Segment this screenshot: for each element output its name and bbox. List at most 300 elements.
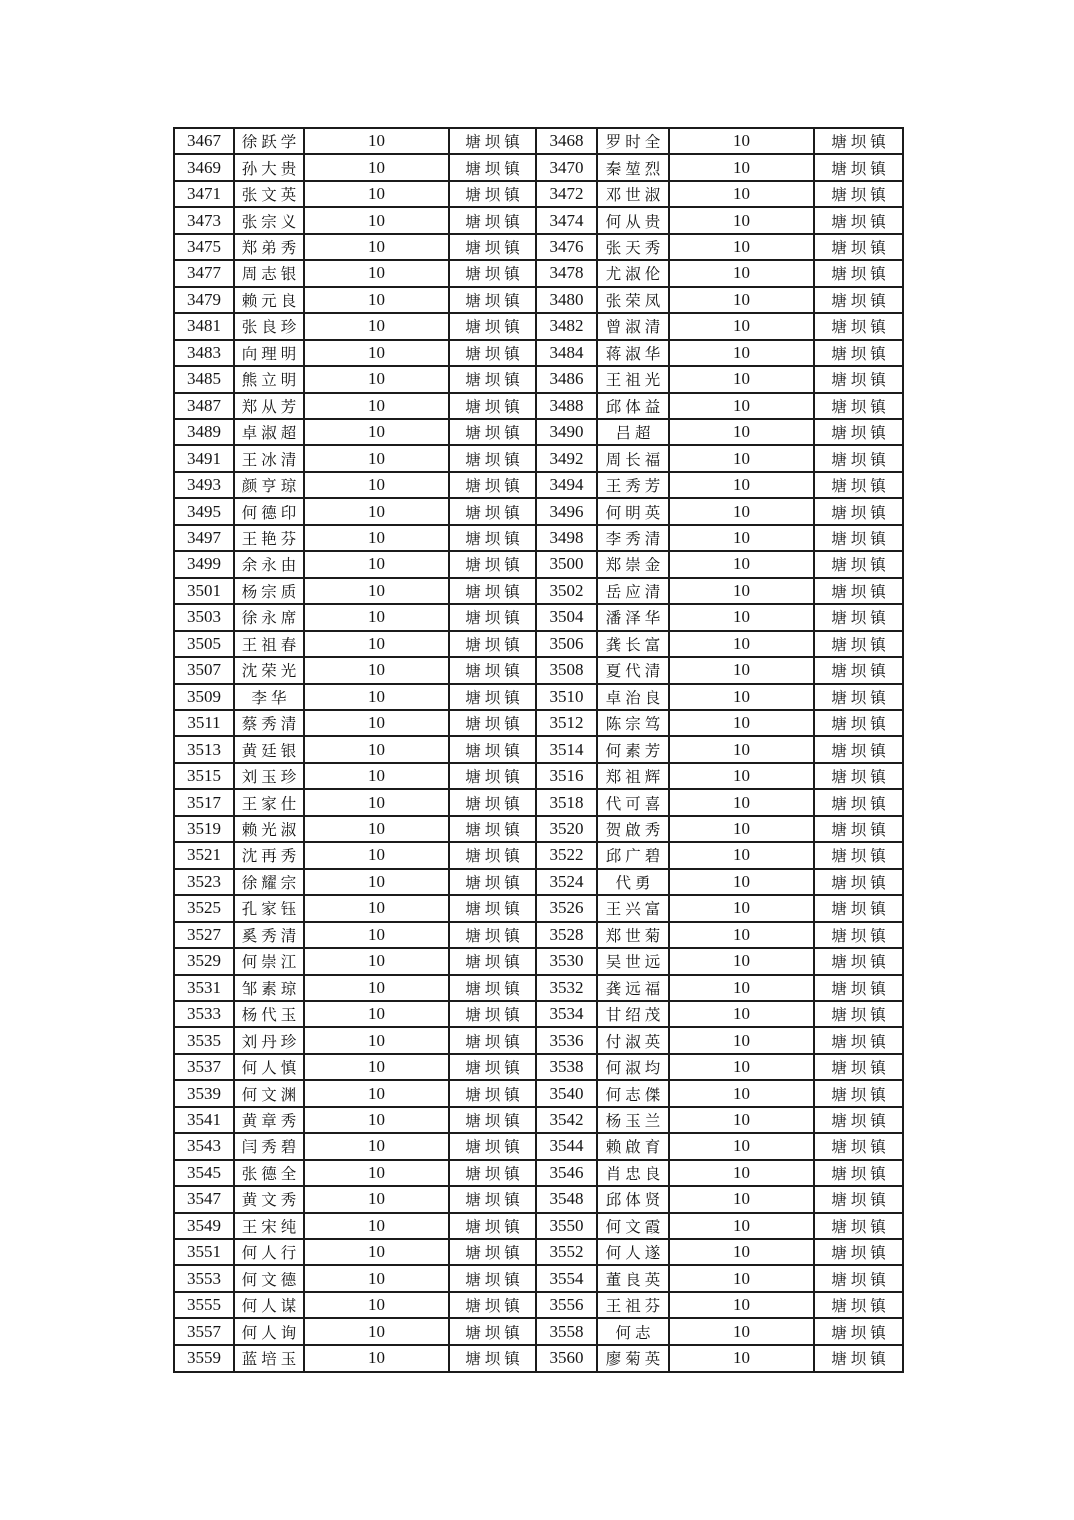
entry-value: 10 bbox=[304, 260, 449, 286]
table-row bbox=[174, 1027, 903, 1053]
entry-id: 3513 bbox=[174, 736, 234, 762]
entry-value: 10 bbox=[304, 1001, 449, 1027]
table-row bbox=[174, 789, 903, 815]
table-row bbox=[174, 1318, 903, 1344]
entry-name: 张良珍 bbox=[234, 313, 304, 339]
entry-value: 10 bbox=[304, 393, 449, 419]
entry-id: 3479 bbox=[174, 287, 234, 313]
entry-id: 3473 bbox=[174, 207, 234, 233]
table-row bbox=[174, 710, 903, 736]
entry-value: 10 bbox=[669, 340, 814, 366]
entry-value: 10 bbox=[304, 736, 449, 762]
entry-id: 3540 bbox=[536, 1080, 597, 1106]
entry-name: 郑从芳 bbox=[234, 393, 304, 419]
entry-id: 3517 bbox=[174, 789, 234, 815]
entry-id: 3512 bbox=[536, 710, 597, 736]
entry-id: 3521 bbox=[174, 842, 234, 868]
entry-name: 刘玉珍 bbox=[234, 763, 304, 789]
entry-value: 10 bbox=[669, 1213, 814, 1239]
entry-value: 10 bbox=[669, 234, 814, 260]
entry-town: 塘坝镇 bbox=[814, 128, 903, 154]
entry-id: 3539 bbox=[174, 1080, 234, 1106]
entry-value: 10 bbox=[304, 842, 449, 868]
entry-id: 3477 bbox=[174, 260, 234, 286]
entry-id: 3494 bbox=[536, 472, 597, 498]
entry-id: 3490 bbox=[536, 419, 597, 445]
entry-id: 3544 bbox=[536, 1133, 597, 1159]
entry-town: 塘坝镇 bbox=[449, 313, 536, 339]
entry-name: 陈宗笃 bbox=[597, 710, 669, 736]
table-row bbox=[174, 181, 903, 207]
entry-name: 徐耀宗 bbox=[234, 869, 304, 895]
entry-value: 10 bbox=[304, 1345, 449, 1372]
entry-town: 塘坝镇 bbox=[449, 922, 536, 948]
entry-value: 10 bbox=[669, 1133, 814, 1159]
entry-id: 3480 bbox=[536, 287, 597, 313]
entry-town: 塘坝镇 bbox=[449, 631, 536, 657]
entry-name: 刘丹珍 bbox=[234, 1027, 304, 1053]
entry-name: 邱体益 bbox=[597, 393, 669, 419]
table-row bbox=[174, 657, 903, 683]
entry-town: 塘坝镇 bbox=[814, 578, 903, 604]
entry-id: 3482 bbox=[536, 313, 597, 339]
entry-name: 沈再秀 bbox=[234, 842, 304, 868]
roster-table-body bbox=[174, 128, 903, 1372]
entry-town: 塘坝镇 bbox=[814, 1239, 903, 1265]
entry-town: 塘坝镇 bbox=[449, 1292, 536, 1318]
entry-id: 3481 bbox=[174, 313, 234, 339]
entry-town: 塘坝镇 bbox=[814, 842, 903, 868]
entry-id: 3511 bbox=[174, 710, 234, 736]
entry-value: 10 bbox=[304, 1160, 449, 1186]
entry-town: 塘坝镇 bbox=[814, 260, 903, 286]
entry-value: 10 bbox=[669, 922, 814, 948]
entry-value: 10 bbox=[669, 895, 814, 921]
entry-name: 奚秀清 bbox=[234, 922, 304, 948]
entry-name: 曾淑清 bbox=[597, 313, 669, 339]
entry-value: 10 bbox=[669, 789, 814, 815]
entry-town: 塘坝镇 bbox=[814, 313, 903, 339]
entry-name: 董良英 bbox=[597, 1265, 669, 1291]
entry-town: 塘坝镇 bbox=[449, 657, 536, 683]
table-row bbox=[174, 1054, 903, 1080]
entry-town: 塘坝镇 bbox=[449, 684, 536, 710]
entry-town: 塘坝镇 bbox=[814, 1318, 903, 1344]
entry-value: 10 bbox=[669, 1160, 814, 1186]
entry-id: 3485 bbox=[174, 366, 234, 392]
entry-name: 王兴富 bbox=[597, 895, 669, 921]
entry-town: 塘坝镇 bbox=[449, 154, 536, 180]
entry-town: 塘坝镇 bbox=[814, 234, 903, 260]
entry-name: 代勇 bbox=[597, 869, 669, 895]
entry-value: 10 bbox=[669, 260, 814, 286]
entry-town: 塘坝镇 bbox=[814, 1080, 903, 1106]
entry-value: 10 bbox=[304, 1054, 449, 1080]
entry-id: 3555 bbox=[174, 1292, 234, 1318]
entry-town: 塘坝镇 bbox=[449, 1001, 536, 1027]
entry-town: 塘坝镇 bbox=[814, 287, 903, 313]
entry-name: 邱体贤 bbox=[597, 1186, 669, 1212]
entry-name: 何文渊 bbox=[234, 1080, 304, 1106]
entry-name: 赖光淑 bbox=[234, 816, 304, 842]
entry-value: 10 bbox=[669, 1345, 814, 1372]
table-row bbox=[174, 366, 903, 392]
entry-value: 10 bbox=[304, 895, 449, 921]
entry-value: 10 bbox=[669, 631, 814, 657]
entry-id: 3558 bbox=[536, 1318, 597, 1344]
table-row bbox=[174, 419, 903, 445]
table-row bbox=[174, 1133, 903, 1159]
entry-id: 3474 bbox=[536, 207, 597, 233]
entry-value: 10 bbox=[669, 154, 814, 180]
entry-town: 塘坝镇 bbox=[814, 710, 903, 736]
entry-value: 10 bbox=[304, 1027, 449, 1053]
entry-id: 3527 bbox=[174, 922, 234, 948]
table-row bbox=[174, 816, 903, 842]
entry-value: 10 bbox=[304, 128, 449, 154]
entry-id: 3486 bbox=[536, 366, 597, 392]
entry-value: 10 bbox=[669, 1292, 814, 1318]
entry-name: 王秀芳 bbox=[597, 472, 669, 498]
table-row bbox=[174, 340, 903, 366]
entry-id: 3498 bbox=[536, 525, 597, 551]
entry-town: 塘坝镇 bbox=[449, 128, 536, 154]
entry-name: 何素芳 bbox=[597, 736, 669, 762]
entry-town: 塘坝镇 bbox=[814, 1107, 903, 1133]
entry-name: 何德印 bbox=[234, 498, 304, 524]
entry-value: 10 bbox=[304, 340, 449, 366]
entry-id: 3547 bbox=[174, 1186, 234, 1212]
entry-id: 3505 bbox=[174, 631, 234, 657]
entry-name: 孔家钰 bbox=[234, 895, 304, 921]
entry-name: 吴世远 bbox=[597, 948, 669, 974]
entry-town: 塘坝镇 bbox=[814, 445, 903, 471]
entry-value: 10 bbox=[669, 948, 814, 974]
entry-id: 3531 bbox=[174, 975, 234, 1001]
entry-value: 10 bbox=[304, 789, 449, 815]
entry-town: 塘坝镇 bbox=[814, 207, 903, 233]
entry-value: 10 bbox=[304, 657, 449, 683]
table-row bbox=[174, 1160, 903, 1186]
table-row bbox=[174, 1107, 903, 1133]
entry-id: 3533 bbox=[174, 1001, 234, 1027]
entry-town: 塘坝镇 bbox=[814, 525, 903, 551]
entry-id: 3468 bbox=[536, 128, 597, 154]
table-row bbox=[174, 1213, 903, 1239]
entry-name: 何人遂 bbox=[597, 1239, 669, 1265]
entry-value: 10 bbox=[669, 763, 814, 789]
entry-id: 3546 bbox=[536, 1160, 597, 1186]
entry-town: 塘坝镇 bbox=[814, 789, 903, 815]
entry-name: 尤淑伦 bbox=[597, 260, 669, 286]
table-row bbox=[174, 393, 903, 419]
entry-id: 3510 bbox=[536, 684, 597, 710]
entry-town: 塘坝镇 bbox=[814, 948, 903, 974]
entry-value: 10 bbox=[669, 393, 814, 419]
entry-name: 王祖春 bbox=[234, 631, 304, 657]
entry-town: 塘坝镇 bbox=[814, 393, 903, 419]
entry-value: 10 bbox=[669, 578, 814, 604]
entry-town: 塘坝镇 bbox=[814, 1027, 903, 1053]
entry-town: 塘坝镇 bbox=[814, 1345, 903, 1372]
entry-value: 10 bbox=[669, 551, 814, 577]
entry-id: 3554 bbox=[536, 1265, 597, 1291]
entry-id: 3515 bbox=[174, 763, 234, 789]
entry-id: 3483 bbox=[174, 340, 234, 366]
entry-value: 10 bbox=[669, 366, 814, 392]
entry-town: 塘坝镇 bbox=[449, 1160, 536, 1186]
entry-value: 10 bbox=[669, 1027, 814, 1053]
entry-name: 杨代玉 bbox=[234, 1001, 304, 1027]
table-row bbox=[174, 525, 903, 551]
entry-town: 塘坝镇 bbox=[449, 1054, 536, 1080]
entry-id: 3497 bbox=[174, 525, 234, 551]
entry-id: 3549 bbox=[174, 1213, 234, 1239]
entry-name: 何从贵 bbox=[597, 207, 669, 233]
entry-name: 张宗义 bbox=[234, 207, 304, 233]
entry-id: 3556 bbox=[536, 1292, 597, 1318]
entry-id: 3551 bbox=[174, 1239, 234, 1265]
table-row bbox=[174, 128, 903, 154]
entry-town: 塘坝镇 bbox=[449, 869, 536, 895]
entry-value: 10 bbox=[669, 710, 814, 736]
entry-town: 塘坝镇 bbox=[814, 1001, 903, 1027]
entry-name: 王祖光 bbox=[597, 366, 669, 392]
entry-value: 10 bbox=[304, 763, 449, 789]
entry-name: 张德全 bbox=[234, 1160, 304, 1186]
entry-id: 3559 bbox=[174, 1345, 234, 1372]
entry-name: 廖菊英 bbox=[597, 1345, 669, 1372]
entry-value: 10 bbox=[304, 1186, 449, 1212]
entry-town: 塘坝镇 bbox=[449, 948, 536, 974]
entry-town: 塘坝镇 bbox=[449, 1080, 536, 1106]
entry-id: 3500 bbox=[536, 551, 597, 577]
entry-town: 塘坝镇 bbox=[449, 842, 536, 868]
entry-name: 何人询 bbox=[234, 1318, 304, 1344]
entry-id: 3532 bbox=[536, 975, 597, 1001]
entry-id: 3557 bbox=[174, 1318, 234, 1344]
entry-value: 10 bbox=[304, 1292, 449, 1318]
table-row bbox=[174, 287, 903, 313]
entry-id: 3506 bbox=[536, 631, 597, 657]
entry-value: 10 bbox=[304, 498, 449, 524]
entry-name: 何志傑 bbox=[597, 1080, 669, 1106]
entry-id: 3509 bbox=[174, 684, 234, 710]
entry-id: 3518 bbox=[536, 789, 597, 815]
entry-id: 3508 bbox=[536, 657, 597, 683]
table-row bbox=[174, 684, 903, 710]
entry-value: 10 bbox=[304, 1265, 449, 1291]
entry-town: 塘坝镇 bbox=[814, 736, 903, 762]
table-row bbox=[174, 207, 903, 233]
entry-id: 3522 bbox=[536, 842, 597, 868]
entry-value: 10 bbox=[304, 1133, 449, 1159]
entry-value: 10 bbox=[304, 948, 449, 974]
entry-value: 10 bbox=[304, 313, 449, 339]
entry-town: 塘坝镇 bbox=[814, 657, 903, 683]
table-row bbox=[174, 498, 903, 524]
entry-town: 塘坝镇 bbox=[449, 1265, 536, 1291]
entry-value: 10 bbox=[304, 710, 449, 736]
entry-id: 3489 bbox=[174, 419, 234, 445]
entry-town: 塘坝镇 bbox=[814, 631, 903, 657]
entry-town: 塘坝镇 bbox=[814, 1160, 903, 1186]
entry-name: 王冰清 bbox=[234, 445, 304, 471]
table-row bbox=[174, 1292, 903, 1318]
entry-town: 塘坝镇 bbox=[814, 340, 903, 366]
entry-town: 塘坝镇 bbox=[449, 551, 536, 577]
entry-name: 何文德 bbox=[234, 1265, 304, 1291]
table-row bbox=[174, 604, 903, 630]
entry-town: 塘坝镇 bbox=[814, 922, 903, 948]
entry-town: 塘坝镇 bbox=[449, 975, 536, 1001]
entry-value: 10 bbox=[669, 657, 814, 683]
entry-value: 10 bbox=[669, 842, 814, 868]
entry-name: 潘泽华 bbox=[597, 604, 669, 630]
entry-id: 3526 bbox=[536, 895, 597, 921]
table-row bbox=[174, 975, 903, 1001]
roster-table bbox=[173, 127, 904, 1373]
entry-town: 塘坝镇 bbox=[814, 498, 903, 524]
entry-value: 10 bbox=[304, 154, 449, 180]
entry-name: 闫秀碧 bbox=[234, 1133, 304, 1159]
entry-id: 3478 bbox=[536, 260, 597, 286]
entry-name: 卓淑超 bbox=[234, 419, 304, 445]
entry-name: 王祖芬 bbox=[597, 1292, 669, 1318]
entry-value: 10 bbox=[669, 207, 814, 233]
entry-town: 塘坝镇 bbox=[814, 366, 903, 392]
entry-value: 10 bbox=[304, 1080, 449, 1106]
table-row bbox=[174, 631, 903, 657]
entry-town: 塘坝镇 bbox=[814, 1054, 903, 1080]
entry-town: 塘坝镇 bbox=[449, 789, 536, 815]
entry-id: 3529 bbox=[174, 948, 234, 974]
entry-id: 3504 bbox=[536, 604, 597, 630]
entry-town: 塘坝镇 bbox=[814, 975, 903, 1001]
entry-town: 塘坝镇 bbox=[449, 419, 536, 445]
entry-name: 郑崇金 bbox=[597, 551, 669, 577]
entry-name: 黄章秀 bbox=[234, 1107, 304, 1133]
table-row bbox=[174, 1001, 903, 1027]
entry-id: 3501 bbox=[174, 578, 234, 604]
entry-value: 10 bbox=[304, 181, 449, 207]
entry-value: 10 bbox=[669, 1318, 814, 1344]
entry-value: 10 bbox=[669, 525, 814, 551]
entry-value: 10 bbox=[669, 419, 814, 445]
entry-name: 张文英 bbox=[234, 181, 304, 207]
entry-name: 付淑英 bbox=[597, 1027, 669, 1053]
entry-name: 周志银 bbox=[234, 260, 304, 286]
entry-town: 塘坝镇 bbox=[449, 1027, 536, 1053]
entry-value: 10 bbox=[304, 287, 449, 313]
entry-id: 3519 bbox=[174, 816, 234, 842]
entry-town: 塘坝镇 bbox=[449, 260, 536, 286]
entry-town: 塘坝镇 bbox=[449, 525, 536, 551]
table-row bbox=[174, 551, 903, 577]
entry-name: 余永由 bbox=[234, 551, 304, 577]
entry-name: 颜亨琼 bbox=[234, 472, 304, 498]
table-row bbox=[174, 1080, 903, 1106]
entry-name: 张荣凤 bbox=[597, 287, 669, 313]
entry-id: 3507 bbox=[174, 657, 234, 683]
entry-name: 杨宗质 bbox=[234, 578, 304, 604]
entry-name: 向理明 bbox=[234, 340, 304, 366]
entry-value: 10 bbox=[304, 366, 449, 392]
entry-value: 10 bbox=[304, 631, 449, 657]
entry-name: 郑弟秀 bbox=[234, 234, 304, 260]
entry-town: 塘坝镇 bbox=[814, 895, 903, 921]
table-row bbox=[174, 842, 903, 868]
entry-name: 何淑均 bbox=[597, 1054, 669, 1080]
entry-town: 塘坝镇 bbox=[449, 181, 536, 207]
entry-value: 10 bbox=[669, 181, 814, 207]
entry-id: 3467 bbox=[174, 128, 234, 154]
entry-value: 10 bbox=[669, 604, 814, 630]
table-row bbox=[174, 445, 903, 471]
table-row bbox=[174, 1239, 903, 1265]
table-row bbox=[174, 869, 903, 895]
entry-value: 10 bbox=[669, 472, 814, 498]
entry-id: 3493 bbox=[174, 472, 234, 498]
entry-value: 10 bbox=[669, 313, 814, 339]
entry-town: 塘坝镇 bbox=[449, 1133, 536, 1159]
entry-value: 10 bbox=[304, 551, 449, 577]
entry-name: 何文霞 bbox=[597, 1213, 669, 1239]
entry-value: 10 bbox=[669, 869, 814, 895]
entry-value: 10 bbox=[669, 1239, 814, 1265]
entry-name: 罗时全 bbox=[597, 128, 669, 154]
entry-name: 吕超 bbox=[597, 419, 669, 445]
entry-value: 10 bbox=[304, 975, 449, 1001]
entry-value: 10 bbox=[669, 1107, 814, 1133]
entry-value: 10 bbox=[304, 1107, 449, 1133]
entry-town: 塘坝镇 bbox=[449, 340, 536, 366]
entry-value: 10 bbox=[304, 1213, 449, 1239]
entry-value: 10 bbox=[304, 578, 449, 604]
entry-town: 塘坝镇 bbox=[449, 736, 536, 762]
table-row bbox=[174, 922, 903, 948]
entry-value: 10 bbox=[304, 207, 449, 233]
entry-value: 10 bbox=[669, 1186, 814, 1212]
entry-name: 徐永席 bbox=[234, 604, 304, 630]
entry-value: 10 bbox=[304, 869, 449, 895]
entry-name: 何志 bbox=[597, 1318, 669, 1344]
entry-name: 王艳芬 bbox=[234, 525, 304, 551]
entry-id: 3545 bbox=[174, 1160, 234, 1186]
entry-town: 塘坝镇 bbox=[814, 1186, 903, 1212]
entry-name: 秦堃烈 bbox=[597, 154, 669, 180]
entry-town: 塘坝镇 bbox=[449, 366, 536, 392]
entry-town: 塘坝镇 bbox=[449, 287, 536, 313]
entry-id: 3499 bbox=[174, 551, 234, 577]
entry-town: 塘坝镇 bbox=[449, 604, 536, 630]
entry-name: 蔡秀清 bbox=[234, 710, 304, 736]
entry-value: 10 bbox=[304, 684, 449, 710]
entry-name: 杨玉兰 bbox=[597, 1107, 669, 1133]
entry-name: 贺啟秀 bbox=[597, 816, 669, 842]
entry-id: 3552 bbox=[536, 1239, 597, 1265]
entry-name: 李秀清 bbox=[597, 525, 669, 551]
entry-name: 何崇江 bbox=[234, 948, 304, 974]
entry-value: 10 bbox=[669, 816, 814, 842]
entry-id: 3475 bbox=[174, 234, 234, 260]
entry-name: 邹素琼 bbox=[234, 975, 304, 1001]
entry-id: 3472 bbox=[536, 181, 597, 207]
entry-id: 3469 bbox=[174, 154, 234, 180]
table-row bbox=[174, 895, 903, 921]
entry-id: 3550 bbox=[536, 1213, 597, 1239]
entry-name: 郑祖辉 bbox=[597, 763, 669, 789]
